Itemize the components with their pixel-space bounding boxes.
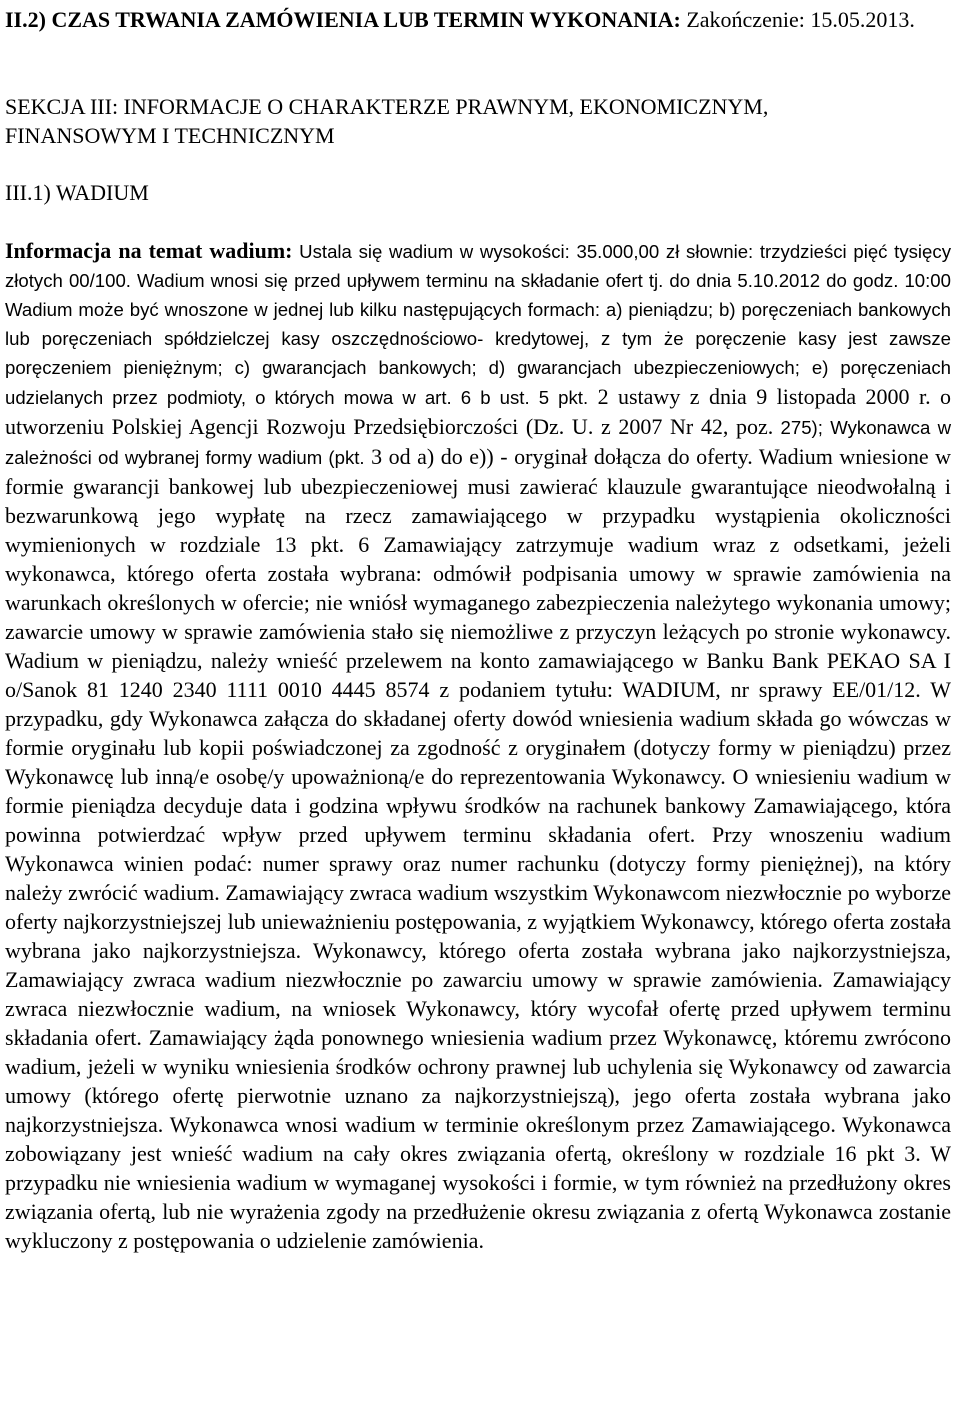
wadium-text-1: Ustala się wadium w wysokości: 35.000,00 zł słownie: trzydzieści pięć tysięcy złotych 00/100. <box>5 241 951 291</box>
wadium-text-4: 275); Wykonawca w zależności od wybranej formy wadium (pkt. <box>5 417 952 468</box>
wadium-text-7: 6 Zamawiający zatrzymuje wadium wraz z odsetkami, jeżeli wykonawca, którego oferta została wybrana: odmówił podpisania umowy w sprawie zamówienia na warunkach określonych w ofercie; nie wniósł wymaganego zabezpieczenia należytego wykonania umowy; zawarcie umowy w sprawie zamówienia stało się niemożliwe z przyczyn leżących po stronie wykonawcy. Wadium w pieniądzu, należy wnieść przelewem na konto zamawiającego w Banku Bank PEKAO SA I o/Sanok 81 1240 2340 1111 0010 4445 8574 z podaniem tytułu: WADIUM, nr sprawy EE/01/12. W przypadku, gdy Wykonawca załącza do składanej oferty dowód wniesienia wadium składa go wówczas w formie oryginału lub kopii poświadczonej za zgodność z oryginałem (dotyczy formy w pieniądzu) przez Wykonawcę lub inną/e osobę/y upoważnioną/e do reprezentowania Wykonawcy. O wniesieniu wadium w formie pieniądza decyduje data i godzina wpływu środków na rachunek bankowy Zamawiającego, która powinna potwierdzać wpływ przed upływem terminu składania ofert. Przy wnoszeniu wadium Wykonawca winien podać: numer sprawy oraz numer rachunku (dotyczy formy pieniężnej), na który należy zwrócić wadium. Zamawiający zwraca wadium wszystkim Wykonawcom niezwłocznie po wyborze oferty najkorzystniejszej lub unieważnieniu postępowania, z wyjątkiem Wykonawcy, którego oferta została wybrana jako najkorzystniejsza. Wykonawcy, którego oferta została wybrana jako najkorzystniejsza, Zamawiający zwraca wadium niezwłocznie po zawarciu umowy w sprawie zamówienia. Zamawiający zwraca niezwłocznie wadium, na wniosek Wykonawcy, który wycofał ofertę przed upływem terminu składania ofert. Zamawiający żąda ponownego wniesienia wadium przez Wykonawcę, któremu zwrócono wadium, jeżeli w wyniku wniesienia środków ochrony prawnej lub uchylenia się Wykonawcy od zawarcia umowy (którego ofertę pierwotnie uznano za najkorzystniejszą), jego oferta została wybrana jako najkorzystniejsza. Wykonawca wnosi wadium w terminie określonym przez Zamawiającego. Wykonawca zobowiązany jest wnieść wadium na cały okres związania ofertą, określony w rozdziale 16 pkt 3. W przypadku nie wniesienia wadium w wymaganej wysokości i formie, w tym również na przedłużony okres związania ofertą, lub nie wyrażenia zgody na przedłużenie okresu związania z ofertą Wykonawca zostanie wykluczony z postępowania o udzielenie zamówienia. <box>5 532 951 1253</box>
section-ii2-block <box>5 5 951 34</box>
section-iii-heading: SEKCJA III: INFORMACJE O CHARAKTERZE PRAWNYM, EKONOMICZNYM, FINANSOWYM I TECHNICZNYM <box>5 94 769 148</box>
wadium-text-2: Wadium wnosi się przed upływem terminu na składanie ofert tj. do dnia 5.10.2012 do godz. 10:00 Wadium może być wnoszone w jednej lub kilku następujących formach: a) pieniądzu; b) poręczeniach bankowych lub poręczeniach spółdzielczej kasy oszczędnościowo- kredytowej, z tym że poręczenie kasy jest zawsze poręczeniem pieniężnym; c) gwarancjach bankowych; d) gwarancjach ubezpieczeniowych; e) poręczeniach udzielanych przez podmioty, o których mowa w art. 6 b ust. 5 pkt. <box>5 270 951 408</box>
wadium-text-3: 2 ustawy z dnia 9 listopada 2000 r. o utworzeniu Polskiej Agencji Rozwoju Przedsiębiorczości (Dz. U. z 2007 Nr 42, poz. <box>5 384 951 439</box>
wadium-label: Informacja na temat wadium: <box>5 238 293 263</box>
section-ii2-value: Zakończenie: 15.05.2013. <box>680 7 915 32</box>
section-iii1-heading: III.1) WADIUM <box>5 180 149 205</box>
wadium-paragraph <box>5 236 951 1255</box>
wadium-text-6: Wadium wniesione w formie gwarancji bankowej lub ubezpieczeniowej musi zawierać klauzule gwarantujące nieodwołalną i bezwarunkową jego wypłatę na rzecz zamawiającego w przypadku wystąpienia okoliczności wymienionych w rozdziale 13 pkt. <box>5 444 952 557</box>
section-ii2-heading: II.2) CZAS TRWANIA ZAMÓWIENIA LUB TERMIN WYKONANIA: <box>5 7 681 32</box>
wadium-text-5: 3 od a) do e)) - oryginał dołącza do oferty. <box>364 444 753 469</box>
